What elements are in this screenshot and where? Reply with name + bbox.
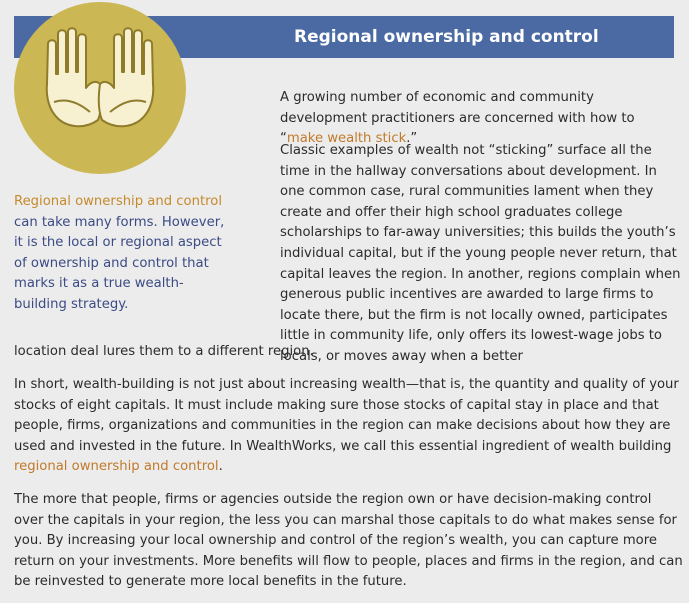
section-title: Regional ownership and control (294, 27, 599, 47)
in-short-paragraph (14, 375, 684, 478)
emblem (14, 2, 186, 174)
local-ownership-paragraph: The more that people, firms or agencies outside the region own or have decision-making control over the capitals in your region, the less you can marshal those capitals to do what makes sense for you. By increasing your local ownership and control of the region’s wealth, you can capture more return on your investments. More benefits will flow to people, places and firms in the region, and can be reinvested to generate more local benefits in the future. (14, 492, 683, 590)
open-hands-icon (14, 2, 186, 174)
in-short-text: In short, wealth-building is not just about increasing wealth—that is, the quantity and quality of your stocks of eight capitals. It must include making sure those stocks of capital stay in place and that people, firms, organizations and communities in the region can make decisions about how they are used and invested in the future. In WealthWorks, we call this essential ingredient of wealth building (14, 377, 679, 454)
callout-text: can take many forms. However, it is the local or regional aspect of ownership and control that marks it as a true wealth-building strategy. (14, 214, 225, 312)
intro-text-end: .” (406, 131, 418, 147)
classic-examples-paragraph: Classic examples of wealth not “sticking” surface all the time in the hallway conversations about development. In one common case, rural communities lament when they create and offer their high school graduates college scholarships to far-away universities; this builds the youth’s individual capital, but if the young people never return, that capital leaves the region. In another, regions complain when generous public incentives are awarded to large firms to locate there, but the firm is not locally owned, participates little in community life, only offers its lowest-wage jobs to locals, or moves away when a better (280, 143, 681, 364)
intro-text: A growing number of economic and community development practitioners are concerned with how to “ (280, 90, 635, 147)
callout-highlight: Regional ownership and control (14, 194, 222, 209)
sidebar-callout (14, 192, 229, 316)
in-short-text-end: . (218, 459, 223, 475)
classic-examples-paragraph-end: location deal lures them to a different region. (14, 344, 314, 359)
regional-ownership-link[interactable]: regional ownership and control (14, 459, 219, 475)
make-wealth-stick-link[interactable]: make wealth stick (286, 131, 407, 147)
